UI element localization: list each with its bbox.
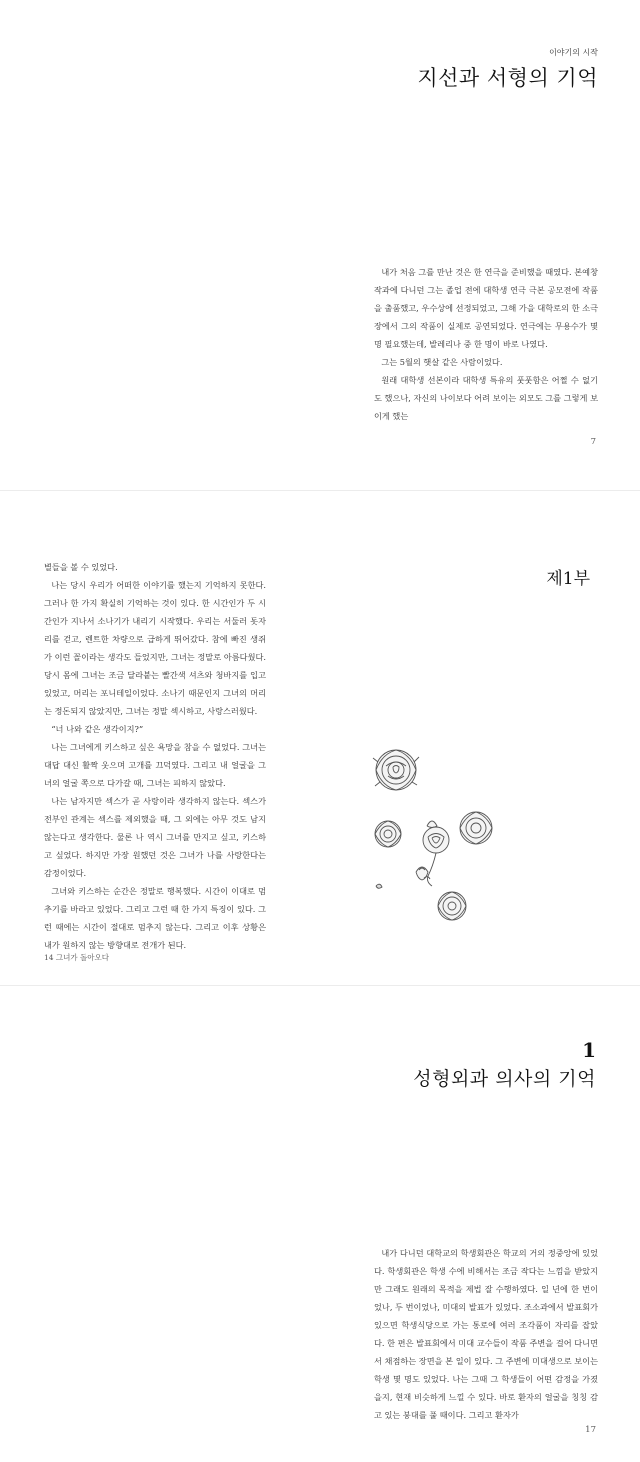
chapter-title: 성형외과 의사의 기억 <box>413 1068 596 1090</box>
paragraph: 나는 당시 우리가 어떠한 이야기를 했는지 기억하지 못한다. 그러나 한 가지 확실히 기억하는 것이 있다. 한 시간인가 두 시간인가 지나서 소나기가 내리기 시작했다. 우리는 서둘러 돗자리를 걷고, 렌트한 차량으로 급하게 뛰어갔다. 참에 빠진 생쥐가 이런 꼴이라는 생각도 들었지만, 그녀는 정말로 아름다웠다. 당시 몸에 그녀는 조금 달라붙는 빨간색 셔츠와 청바지를 입고 있었고, 머리는 포니테일이었다. 소나기 때문인지 그녀의 머리는 정돈되지 않았지만, 그녀는 정말 섹시하고, 사랑스러웠다. <box>44 580 266 716</box>
paragraph: 나는 그녀에게 키스하고 싶은 욕망을 참을 수 없었다. 그녀는 대답 대신 활짝 웃으며 고개를 끄덕였다. 그리고 내 얼굴을 그녀의 얼굴 쪽으로 다가갈 때, 그녀는 피하지 않았다. <box>44 742 266 788</box>
paragraph: 원래 대학생 선본이라 대학생 특유의 풋풋함은 어쩔 수 없기도 했으나, 자신의 나이보다 어려 보이는 외모도 그를 그렇게 보이게 했는 <box>374 375 598 421</box>
page-number: 17 <box>585 1425 596 1435</box>
body-text-page1 <box>374 263 598 425</box>
rose-icon <box>460 812 492 844</box>
body-text-page3 <box>374 1244 598 1424</box>
paragraph: 내가 다니던 대학교의 학생회관은 학교의 거의 정중앙에 있었다. 학생회관은 학생 수에 비해서는 조금 작다는 느낌을 받았지만 그래도 원래의 목적을 제법 잘 수행하였다. 일 년에 한 번이었나, 두 번이었나, 미대의 발표가 있었다. 조소과에서 발표회가 있으면 학생식당으로 가는 통로에 여러 조각품이 자리를 잡았다. 한 편은 발표회에서 미대 교수들이 작품 주변을 걸어 다니면서 채점하는 장면을 본 일이 있다. 그 주변에 미대생으로 보이는 학생 몇 명도 있었다. 나는 그때 그 학생들이 어떤 감정을 가졌을지, 현재 비슷하게 느낄 수 있다. 바로 환자의 얼굴을 칭칭 감고 있는 붕대를 풀 때이다. 그리고 환자가 <box>374 1248 598 1420</box>
page-divider <box>0 985 640 986</box>
paragraph: 그녀와 키스하는 순간은 정말로 행복했다. 시간이 이대로 멈추기를 바라고 있었다. 그리고 그런 때 한 가지 특징이 있다. 그런 때에는 시간이 절대로 멈추지 않는다. 그리고 이후 상황은 내가 원하지 않는 방향대로 전개가 된다. <box>44 886 266 950</box>
page-divider <box>0 490 640 491</box>
paragraph: 내가 처음 그를 만난 것은 한 연극을 준비했을 때였다. 본예창작과에 다니던 그는 졸업 전에 대학생 연극 극본 공모전에 작품을 출품했고, 우수상에 선정되었고, 그해 가을 대학로의 한 소극장에서 그의 작품이 실제로 공연되었다. 연극에는 무용수가 몇 명 필요했는데, 발레리나 중 한 명이 바로 나였다. <box>374 267 598 349</box>
running-footer: 14 그녀가 돌아오다 <box>44 953 110 962</box>
page-number: 7 <box>590 437 596 447</box>
chapter-number: 1 <box>582 1038 596 1062</box>
petal-icon <box>376 884 382 888</box>
page-title: 지선과 서형의 기억 <box>417 66 598 90</box>
bud-icon <box>416 867 428 880</box>
rose-flowers-illustration <box>364 728 504 924</box>
paragraph: 나는 남자지만 섹스가 곧 사랑이라 생각하지 않는다. 섹스가 전부인 관계는 섹스를 제외했을 때, 그 외에는 아무 것도 남지 않는다고 생각한다. 물론 나 역시 그녀를 만지고 싶고, 키스하고 싶었다. 하지만 가장 원했던 것은 그녀가 나를 사랑한다는 감정이었다. <box>44 796 266 878</box>
paragraph: “너 나와 같은 생각이지?” <box>51 724 144 734</box>
section-label: 이야기의 시작 <box>549 48 598 57</box>
rose-icon <box>438 892 466 920</box>
part-label: 제1부 <box>546 569 590 589</box>
paragraph: 별들을 볼 수 있었다. <box>44 562 118 572</box>
rose-icon <box>375 821 401 847</box>
rose-icon <box>373 750 419 790</box>
paragraph: 그는 5월의 햇살 같은 사람이었다. <box>381 357 503 367</box>
body-text-page2 <box>44 558 266 954</box>
